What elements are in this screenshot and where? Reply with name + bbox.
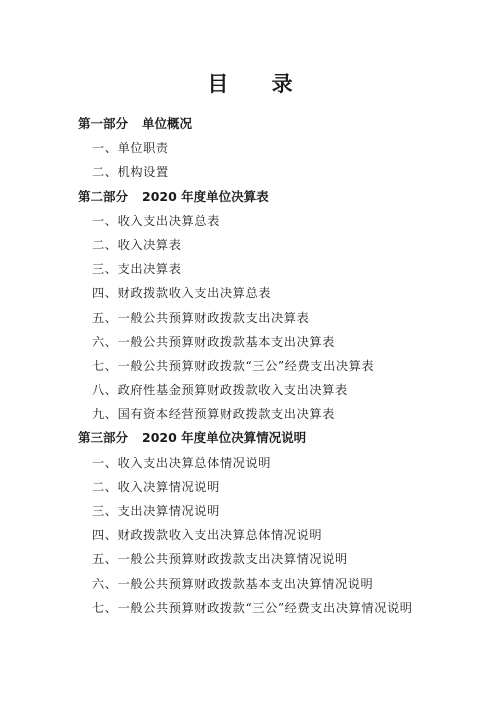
toc-item: 四、财政拨款收入支出决算总体情况说明: [92, 528, 323, 543]
part-label: 2020 年度单位决算情况说明: [142, 430, 307, 446]
toc-item: 二、机构设置: [92, 165, 169, 180]
toc-item: 三、支出决算情况说明: [92, 504, 220, 518]
toc-item: 六、一般公共预算财政拨款基本支出决算表: [92, 334, 335, 349]
toc-item: 九、国有资本经营预算财政拨款支出决算表: [92, 407, 335, 422]
toc-item: 一、单位职责: [92, 141, 169, 156]
toc-part-3: [78, 426, 478, 450]
toc-item: 五、一般公共预算财政拨款支出决算情况说明: [92, 552, 348, 567]
part-number: 第三部分: [78, 430, 129, 446]
part-label: 2020 年度单位决算表: [142, 188, 269, 204]
toc-part-1: [78, 112, 478, 136]
toc-item: 七、一般公共预算财政拨款“三公”经费支出决算表: [92, 358, 375, 373]
toc-item: 八、政府性基金预算财政拨款收入支出决算表: [92, 383, 348, 398]
toc-item: 四、财政拨款收入支出决算总表: [92, 286, 272, 301]
page-title: 目 录: [207, 71, 311, 96]
toc-item: 五、一般公共预算财政拨款支出决算表: [92, 310, 310, 325]
toc-item: 一、收入支出决算总表: [92, 213, 220, 228]
toc-item: 七、一般公共预算财政拨款“三公”经费支出决算情况说明: [92, 600, 413, 615]
toc-item: 六、一般公共预算财政拨款基本支出决算情况说明: [92, 576, 374, 591]
toc-item: 一、收入支出决算总体情况说明: [92, 455, 272, 470]
part-label: 单位概况: [142, 116, 193, 131]
part-number: 第一部分: [78, 116, 129, 131]
toc-item: 三、支出决算表: [92, 262, 182, 277]
table-of-contents: [78, 112, 478, 620]
part-number: 第二部分: [78, 188, 129, 204]
toc-part-2: [78, 185, 478, 209]
toc-item: 二、收入决算情况说明: [92, 479, 220, 494]
toc-item: 二、收入决算表: [92, 237, 182, 252]
